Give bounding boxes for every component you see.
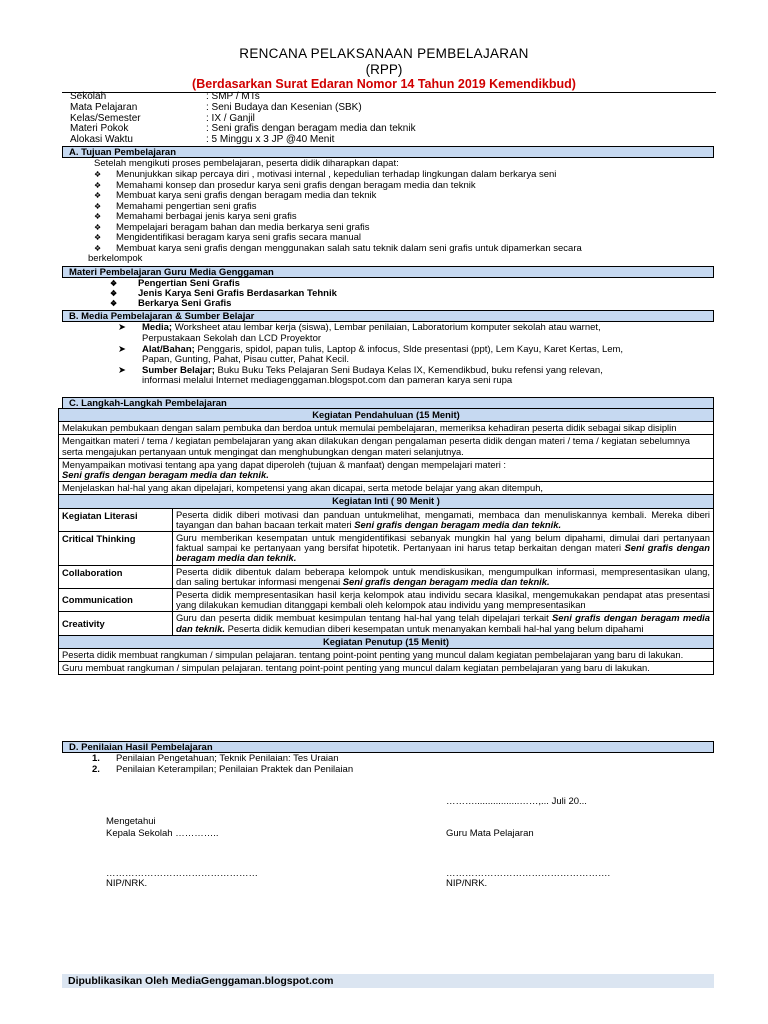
objective-item <box>94 244 582 254</box>
diamond-bullet-icon: ❖ <box>94 201 102 211</box>
objective-text: Menunjukkan sikap percaya diri , motivasi internal , kepedulian terhadap lingkungan dalam berkarya seni <box>116 169 557 180</box>
media-text-cont: Perpustakaan Sekolah dan LCD Proyektor <box>142 333 322 344</box>
sumber-text-cont: informasi melalui Internet mediagenggaman.blogspot.com dan pameran karya seni rupa <box>142 375 513 386</box>
signature-line-left: ………………………………………… <box>106 868 258 879</box>
objective-text: Memahami pengertian seni grafis <box>116 200 257 212</box>
inti-description <box>173 509 713 531</box>
inti-row-communication <box>59 589 713 612</box>
inti-text: Peserta didik kemudian diberi kesempatan untuk menanyakan kembali hal-hal yang belum dipahami <box>224 622 644 634</box>
assessment-text: Penilaian Pengetahuan; Teknik Penilaian: Tes Uraian <box>116 753 339 764</box>
pendahuluan-step: Melakukan pembukaan dengan salam pembuka dan berdoa untuk memulai pembelajaran, memeriksa kehadiran peserta didik sebagai sikap disiplin <box>59 422 713 435</box>
inti-label: Creativity <box>59 612 173 634</box>
sumber-label: Sumber Belajar; <box>142 364 215 376</box>
document-basis: (Berdasarkan Surat Edaran Nomor 14 Tahun 2019 Kemendikbud) <box>192 77 576 91</box>
identity-row <box>70 124 646 135</box>
document-title: RENCANA PELAKSANAAN PEMBELAJARAN <box>239 46 529 61</box>
inti-row-critical-thinking <box>59 532 713 566</box>
step-text: Menyampaikan motivasi tentang apa yang dapat diperoleh (tujuan & manfaat) dengan mempelajari materi : <box>62 458 507 470</box>
identity-key: Materi Pokok <box>70 123 129 135</box>
alat-label: Alat/Bahan; <box>142 343 195 355</box>
objective-text: Membuat karya seni grafis dengan beragam media dan teknik <box>116 190 377 201</box>
inti-description <box>173 566 713 588</box>
section-a-heading: A. Tujuan Pembelajaran <box>62 146 714 158</box>
sumber-text: Buku Buku Teks Pelajaran Seni Budaya Kelas IX, Kemendikbud, buku refensi yang relevan, <box>214 364 603 376</box>
nip-right: NIP/NRK. <box>446 878 488 889</box>
signature-line-right: ……………………………………………. <box>446 868 611 879</box>
pendahuluan-step <box>59 459 713 482</box>
assessment-number: 1. <box>92 753 100 764</box>
inti-emphasis: Seni grafis dengan beragam media dan teknik. <box>176 542 710 564</box>
diamond-bullet-icon: ❖ <box>110 299 118 308</box>
date-line: ……….................……,... Juli 20... <box>446 796 587 807</box>
guru-label: Guru Mata Pelajaran <box>446 828 534 839</box>
identity-row <box>70 103 646 114</box>
media-text: Worksheet atau lembar kerja (siswa), Lembar penilaian, Laboratorium komputer sekolah atau warnet, <box>172 322 601 333</box>
alat-text-cont: Papan, Gunting, Pahat, Pisau cutter, Pahat Kecil. <box>142 354 350 365</box>
diamond-bullet-icon: ❖ <box>94 222 102 232</box>
diamond-bullet-icon: ❖ <box>110 289 118 298</box>
diamond-bullet-icon: ❖ <box>94 191 102 200</box>
objective-text: Mempelajari beragam bahan dan media berkarya seni grafis <box>116 221 370 233</box>
identity-value: : Seni grafis dengan beragam media dan teknik <box>206 123 416 135</box>
identity-key: Mata Pelajaran <box>70 101 138 113</box>
publisher-footer: Dipublikasikan Oleh MediaGenggaman.blogspot.com <box>62 974 714 988</box>
inti-text: Peserta didik diberi motivasi dan panduan untukmelihat, mengamati, membaca dan menuliskannya kembali. Mereka diberi tayangan dan bahan bacaan terkait materi <box>176 508 710 530</box>
materi-item <box>110 299 231 310</box>
assessment-item <box>92 765 353 776</box>
diamond-bullet-icon: ❖ <box>94 233 102 242</box>
arrow-bullet-icon: ➤ <box>118 364 126 376</box>
diamond-bullet-icon: ❖ <box>94 170 102 179</box>
identity-value: : Seni Budaya dan Kesenian (SBK) <box>206 101 362 113</box>
mengetahui-label: Mengetahui <box>106 816 156 827</box>
inti-text: Guru memberikan kesempatan untuk mengidentifikasi sebanyak mungkin hal yang belum dipahami, dimulai dari pertanyaan faktual sampai ke pertanyaan yang bersifat hipotetik. Pertanyaan ini harus tetap berkaitan dengan materi <box>176 532 710 554</box>
diamond-bullet-icon: ❖ <box>94 243 102 253</box>
materi-text: Berkarya Seni Grafis <box>138 298 232 309</box>
pendahuluan-step: Mengaitkan materi / tema / kegiatan pembelajaran yang akan dilakukan dengan pengalaman peserta didik dengan materi / tema / kegiatan sebelumnya serta mengajukan pertanyaan untuk mengingat dan menghubungkan dengan materi selanjutnya. <box>59 435 713 458</box>
assessment-item <box>92 754 339 765</box>
identity-value: : IX / Ganjil <box>206 112 255 124</box>
section-d-heading: D. Penilaian Hasil Pembelajaran <box>62 741 714 753</box>
penutup-step: Peserta didik membuat rangkuman / simpulan pelajaran. tentang point-point penting yang muncul dalam kegiatan pembelajaran yang baru di lakukan. <box>59 649 713 662</box>
alat-text: Penggaris, spidol, papan tulis, Laptop & infocus, Slde presentasi (ppt), Lem Kayu, Karet Kertas, Lem, <box>194 343 624 355</box>
kepala-sekolah-label: Kepala Sekolah ………….. <box>106 828 219 839</box>
inti-emphasis: Seni grafis dengan beragam media dan teknik. <box>176 612 710 634</box>
inti-row-creativity <box>59 612 713 635</box>
identity-row <box>70 135 646 146</box>
inti-text: Peserta didik dibentuk dalam beberapa kelompok untuk mendiskusikan, mengumpulkan informasi, mempresentasikan ulang, dan saling bertukar informasi mengenai <box>176 565 710 587</box>
inti-emphasis: Seni grafis dengan beragam media dan teknik. <box>342 575 550 587</box>
section-b-heading: B. Media Pembelajaran & Sumber Belajar <box>62 310 714 322</box>
materi-text: Pengertian Seni Grafis <box>138 278 240 289</box>
inti-label: Critical Thinking <box>59 532 173 565</box>
identity-key: Sekolah <box>70 91 107 102</box>
arrow-bullet-icon: ➤ <box>118 322 126 333</box>
assessment-text: Penilaian Keterampilan; Penilaian Praktek dan Penilaian <box>116 764 354 775</box>
identity-value: : 5 Minggu x 3 JP @40 Menit <box>206 134 335 146</box>
objective-continuation: berkelompok <box>88 252 143 264</box>
document-subtitle: (RPP) <box>365 62 403 77</box>
diamond-bullet-icon: ❖ <box>110 279 118 288</box>
diamond-bullet-icon: ❖ <box>94 212 102 221</box>
inti-description: Peserta didik mempresentasikan hasil kerja kelompok atau individu secara klasikal, mengemukakan pendapat atas presentasi yang dilakukan kemudian ditanggapi kembali oleh kelompok atau individu yang mempresentasikan <box>176 589 710 611</box>
nip-left: NIP/NRK. <box>106 878 148 889</box>
inti-header: Kegiatan Inti ( 90 Menit ) <box>59 495 713 508</box>
identity-key: Alokasi Waktu <box>70 134 133 146</box>
inti-label: Collaboration <box>59 566 173 588</box>
materi-text: Jenis Karya Seni Grafis Berdasarkan Tehnik <box>138 288 337 299</box>
step-emphasis: Seni grafis dengan beragam media dan teknik. <box>62 469 269 481</box>
inti-emphasis: Seni grafis dengan beragam media dan teknik. <box>354 518 562 530</box>
inti-label: Kegiatan Literasi <box>59 509 173 531</box>
objective-text: Membuat karya seni grafis dengan menggunakan salah satu teknik dalam seni grafis untuk dipamerkan secara <box>116 242 582 254</box>
assessment-number: 2. <box>92 764 100 775</box>
penutup-header: Kegiatan Penutup (15 Menit) <box>59 636 713 649</box>
media-label: Media; <box>142 322 173 333</box>
inti-text: Guru dan peserta didik membuat kesimpulan tentang hal-hal yang telah dipelajari terkait <box>176 612 553 624</box>
identity-key: Kelas/Semester <box>70 112 141 124</box>
steps-table <box>58 408 714 675</box>
pendahuluan-step: Menjelaskan hal-hal yang akan dipelajari, kompetensi yang akan dicapai, serta metode belajar yang akan ditempuh, <box>59 482 713 495</box>
section-c-heading: C. Langkah-Langkah Pembelajaran <box>62 397 714 409</box>
identity-table <box>70 92 646 146</box>
pendahuluan-header: Kegiatan Pendahuluan (15 Menit) <box>59 409 713 422</box>
penutup-step: Guru membuat rangkuman / simpulan pelajaran. tentang point-point penting yang muncul dalam kegiatan pembelajaran yang baru di lakukan. <box>62 662 650 674</box>
objective-text: Memahami konsep dan prosedur karya seni grafis dengan beragam media dan teknik <box>116 179 476 191</box>
inti-description <box>173 532 713 565</box>
objective-text: Mengidentifikasi beragam karya seni grafis secara manual <box>116 232 362 243</box>
media-line <box>118 323 601 334</box>
objective-text: Memahami berbagai jenis karya seni grafis <box>116 211 297 222</box>
section-a-intro: Setelah mengikuti proses pembelajaran, peserta didik diharapkan dapat: <box>94 158 399 169</box>
arrow-bullet-icon: ➤ <box>118 343 126 355</box>
materi-heading: Materi Pembelajaran Guru Media Genggaman <box>62 266 714 278</box>
inti-row-collaboration <box>59 566 713 589</box>
inti-label: Communication <box>59 589 173 611</box>
inti-row-literasi <box>59 509 713 532</box>
diamond-bullet-icon: ❖ <box>94 180 102 190</box>
identity-value: : SMP / MTs <box>206 91 260 102</box>
inti-description <box>173 612 713 634</box>
